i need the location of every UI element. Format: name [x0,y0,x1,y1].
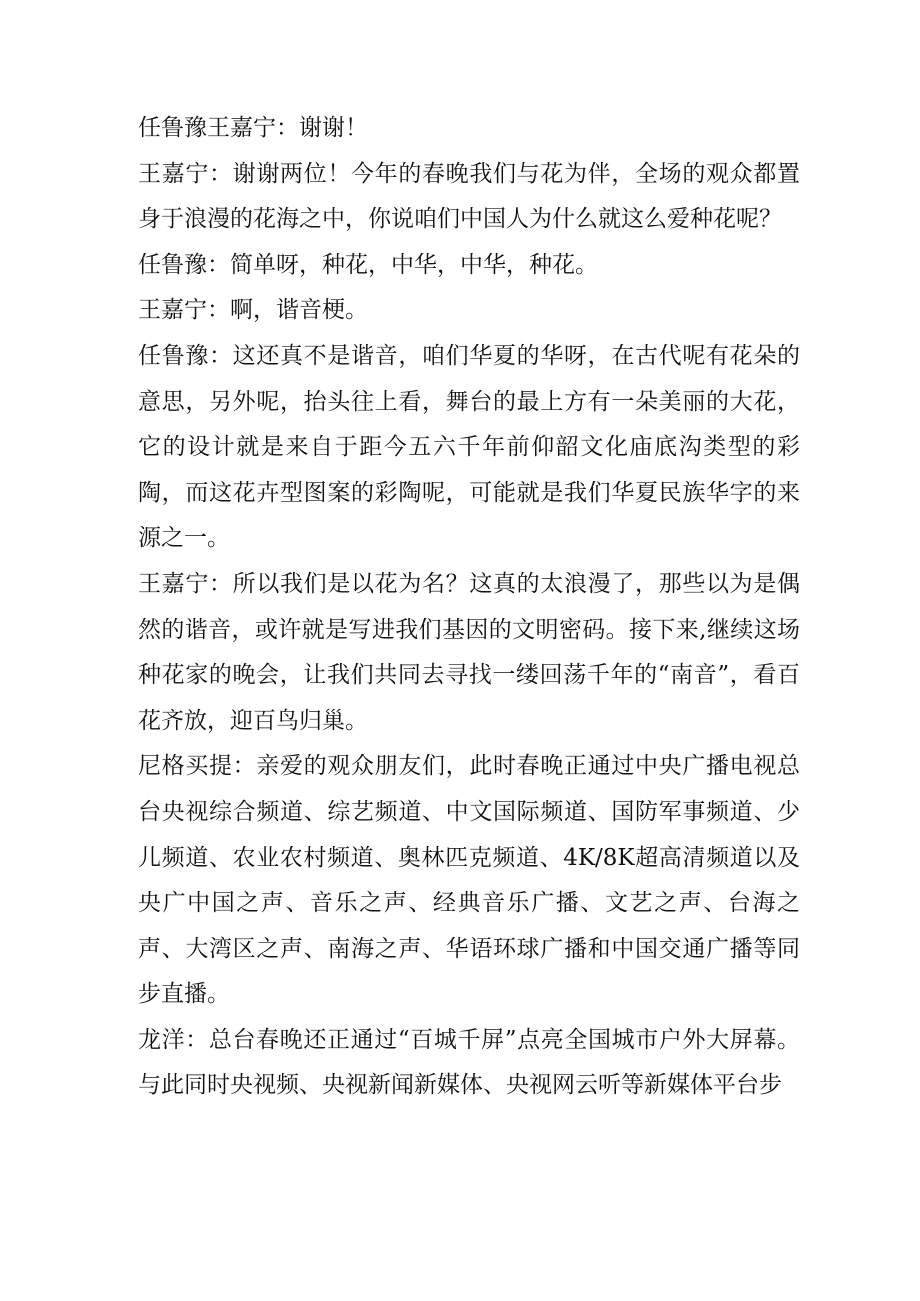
paragraph: 龙洋：总台春晚还正通过“百城千屏”点亮全国城市户外大屏幕。与此同时央视频、央视新闻新媒体、央视网云听等新媒体平台步 [138,1026,800,1099]
paragraph: 任鲁豫：这还真不是谐音，咱们华夏的华呀，在古代呢有花朵的意思，另外呢，抬头往上看，舞台的最上方有一朵美丽的大花，它的设计就是来自于距今五六千年前仰韶文化庙底沟类型的彩陶，而这花卉型图案的彩陶呢，可能就是我们华夏民族华字的来源之一。 [138,342,800,552]
document-page [138,106,800,1109]
paragraph: 尼格买提：亲爱的观众朋友们，此时春晚正通过中央广播电视总台央视综合频道、综艺频道、中文国际频道、国防军事频道、少儿频道、农业农村频道、奥林匹克频道、4K/8K超高清频道以及央广中国之声、音乐之声、经典音乐广播、文艺之声、台海之声、大湾区之声、南海之声、华语环球广播和中国交通广播等同步直播。 [138,753,800,1008]
paragraph: 王嘉宁：谢谢两位！今年的春晚我们与花为伴，全场的观众都置身于浪漫的花海之中，你说咱们中国人为什么就这么爱种花呢？ [138,160,800,233]
paragraph: 王嘉宁：啊，谐音梗。 [138,297,368,324]
paragraph: 任鲁豫：简单呀，种花，中华，中华，种花。 [138,251,598,278]
paragraph: 王嘉宁：所以我们是以花为名？这真的太浪漫了，那些以为是偶然的谐音，或许就是写进我们基因的文明密码。接下来,继续这场种花家的晚会，让我们共同去寻找一缕回荡千年的“南音”，看百花齐放，迎百鸟归巢。 [138,570,800,734]
paragraph: 任鲁豫王嘉宁：谢谢！ [138,115,368,141]
